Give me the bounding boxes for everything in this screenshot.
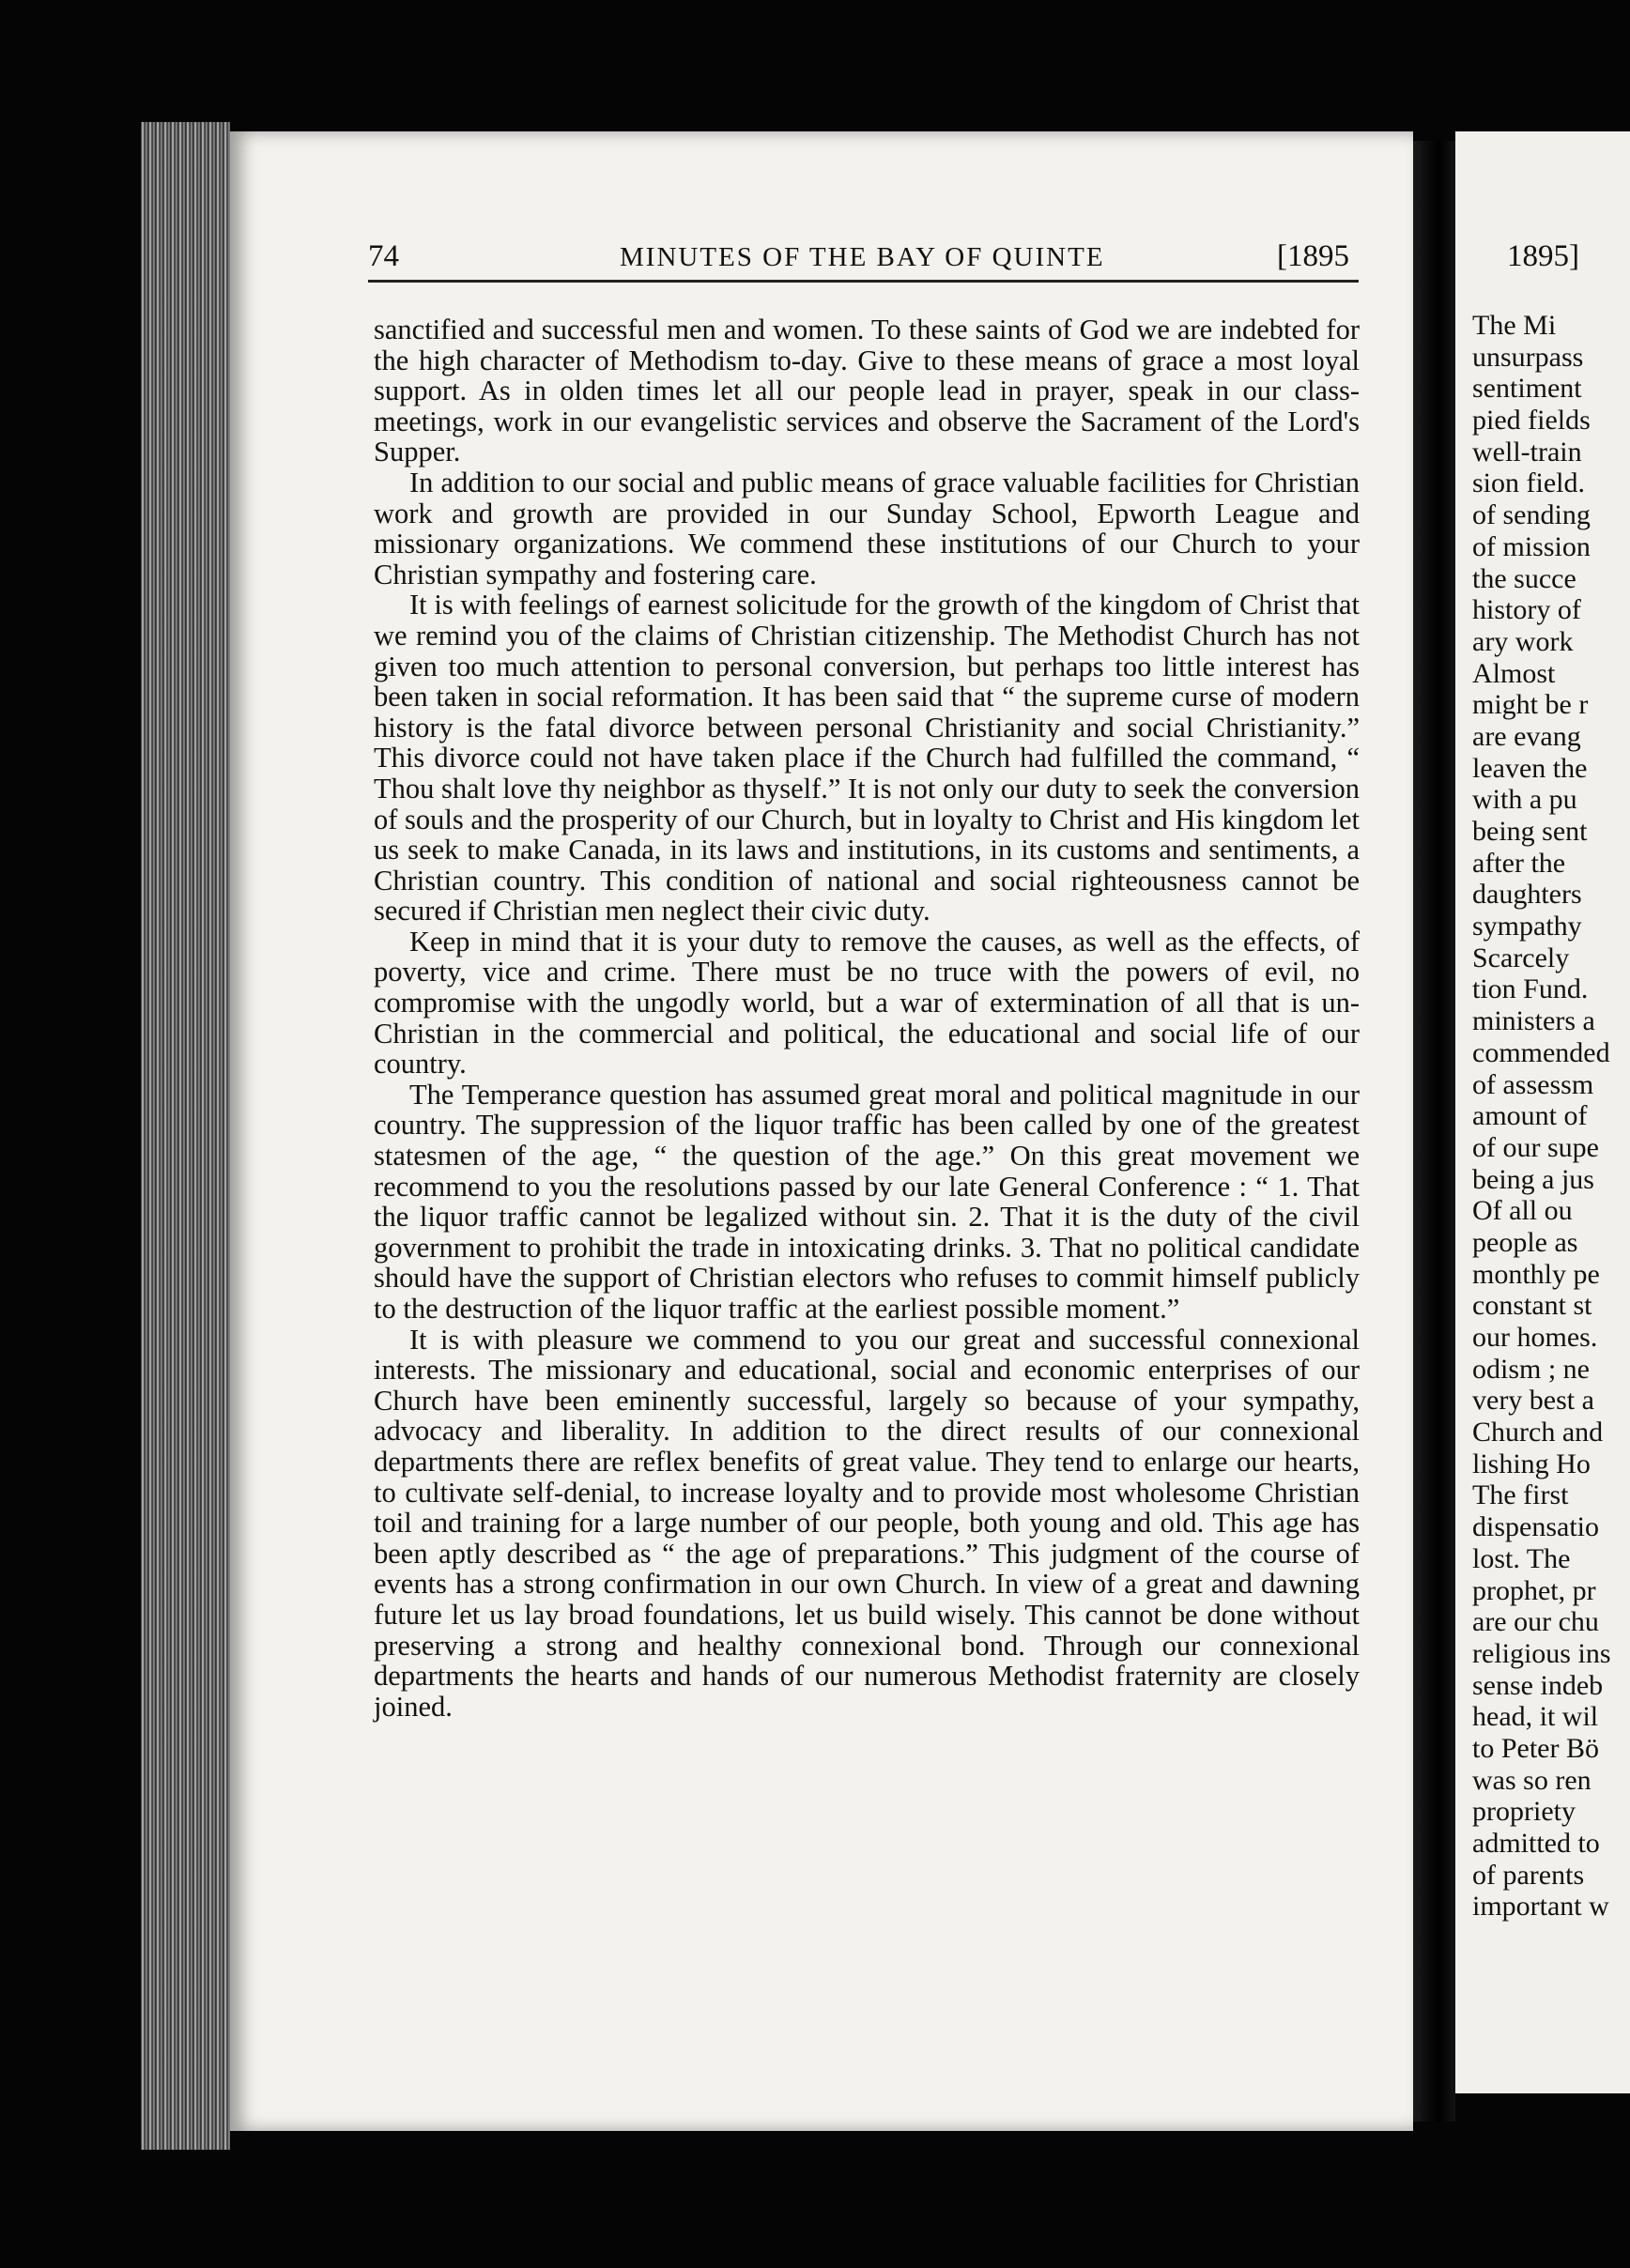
- right-page-line: amount of: [1472, 1100, 1588, 1132]
- right-page-line: sion field.: [1472, 467, 1585, 499]
- right-page-line: religious ins: [1472, 1637, 1611, 1669]
- right-page-line: constant st: [1472, 1290, 1592, 1322]
- right-page-line: was so ren: [1472, 1764, 1592, 1796]
- right-page-line: Church and: [1472, 1417, 1604, 1448]
- right-page-line: The Mi: [1472, 310, 1557, 341]
- paragraph: In addition to our social and public means of grace valuable facilities for Christian work and growth are provided in our Sunday School, Epworth League and missionary organizations. We commend these institutions of our Church to your Christian sympathy and fostering care.: [374, 466, 1360, 590]
- right-page-line: with a pu: [1472, 784, 1577, 816]
- right-page-line: head, it wil: [1472, 1701, 1599, 1733]
- right-page-line: of mission: [1472, 530, 1591, 562]
- right-page-line: are our chu: [1472, 1606, 1599, 1638]
- right-page-line: being sent: [1472, 816, 1588, 847]
- running-head: MINUTES OF THE BAY OF QUINTE: [620, 242, 1105, 272]
- right-page-line: of sending: [1472, 499, 1591, 531]
- right-page-line: dispensatio: [1472, 1511, 1599, 1543]
- right-page-line: lishing Ho: [1472, 1448, 1591, 1479]
- right-page-line: people as: [1472, 1226, 1578, 1258]
- right-page-line: daughters: [1472, 879, 1582, 911]
- header-rule: [368, 280, 1359, 283]
- paragraph: The Temperance question has assumed great moral and political magnitude in our country. The suppression of the liquor traffic has been called by one of the greatest statesmen of the age, “ the question of the age.” On this great movement we recommend to you the resolutions passed by our late General Conference : “ 1. That the liquor traffic cannot be legalized without sin. 2. That it is the duty of the civil government to prohibit the trade in intoxicating drinks. 3. That no political candidate should have the support of Christian electors who refuses to commit himself publicly to the destruction of the liquor traffic at the earliest possible moment.”: [374, 1078, 1360, 1325]
- right-page-line: monthly pe: [1472, 1258, 1600, 1290]
- running-head-year: [1895: [1277, 239, 1349, 273]
- book-gutter: [1413, 141, 1455, 2122]
- right-page-line: prophet, pr: [1472, 1574, 1596, 1606]
- right-page-line: Almost: [1472, 657, 1556, 689]
- right-page-line: Of all ou: [1472, 1195, 1573, 1227]
- right-page-line: ministers a: [1472, 1005, 1595, 1037]
- right-page-line: Scarcely: [1472, 942, 1570, 973]
- right-page-line: sentiment: [1472, 373, 1582, 405]
- right-page-line: sense indeb: [1472, 1669, 1604, 1701]
- right-page-text: [1472, 310, 1630, 1923]
- right-page-line: our homes.: [1472, 1322, 1598, 1353]
- right-page-line: of our supe: [1472, 1131, 1599, 1163]
- right-page-line: might be r: [1472, 689, 1589, 721]
- right-page-line: of parents: [1472, 1859, 1585, 1891]
- right-page-line: very best a: [1472, 1385, 1594, 1417]
- right-page-line: are evang: [1472, 720, 1581, 752]
- right-page-line: history of: [1472, 594, 1581, 626]
- right-page-line: well-train: [1472, 436, 1582, 467]
- right-page-line: after the: [1472, 847, 1566, 879]
- right-page-line: leaven the: [1472, 752, 1588, 784]
- paragraph: Keep in mind that it is your duty to remove the causes, as well as the effects, of poverty, vice and crime. There must be no truce with the powers of evil, no compromise with the ungodly world, but a war of extermination of all that is un-Christian in the commercial and political, the educational and social life of our country.: [374, 925, 1360, 1080]
- right-page-line: lost. The: [1472, 1542, 1571, 1574]
- right-page-line: unsurpass: [1472, 341, 1584, 373]
- right-page-line: the succe: [1472, 562, 1576, 594]
- right-page-line: odism ; ne: [1472, 1353, 1590, 1385]
- right-page-line: propriety: [1472, 1796, 1576, 1828]
- right-page-line: The first: [1472, 1479, 1569, 1511]
- right-page-line: pied fields: [1472, 405, 1591, 437]
- right-page-line: to Peter Bö: [1472, 1732, 1599, 1764]
- right-page-line: important w: [1472, 1891, 1609, 1923]
- page-number: 74: [368, 239, 399, 273]
- body-text: [374, 314, 1360, 1722]
- book-page-edges: [141, 122, 230, 2150]
- right-page-line: commended: [1472, 1036, 1610, 1068]
- paragraph: It is with pleasure we commend to you our great and successful connexional interests. The missionary and educational, social and economic enterprises of our Church have been eminently successful, largely so because of your sympathy, advocacy and liberality. In addition to the direct results of our connexional departments there are reflex benefits of great value. They tend to enlarge our hearts, to cultivate self-denial, to increase loyalty and to provide most wholesome Christian toil and training for a large number of our people, both young and old. This age has been aptly described as “ the age of preparations.” This judgment of the course of events has a strong confirmation in our own Church. In view of a great and dawning future let us lay broad foundations, let us build wisely. This cannot be done without preserving a strong and healthy connexional bond. Through our connexional departments the hearts and hands of our numerous Methodist fraternity are closely joined.: [374, 1323, 1360, 1723]
- right-page-year: 1895]: [1507, 239, 1579, 273]
- right-page: [1455, 131, 1630, 2093]
- right-page-line: sympathy: [1472, 911, 1582, 942]
- right-page-line: ary work: [1472, 625, 1574, 657]
- right-page-line: tion Fund.: [1472, 973, 1589, 1005]
- right-page-line: admitted to: [1472, 1828, 1600, 1859]
- paragraph: It is with feelings of earnest solicitude for the growth of the kingdom of Christ that we remind you of the claims of Christian citizenship. The Methodist Church has not given too much attention to personal conversion, but perhaps too little interest has been taken in social reformation. It has been said that “ the supreme curse of modern history is the fatal divorce between personal Christianity and social Christianity.” This divorce could not have taken place if the Church had fulfilled the command, “ Thou shalt love thy neighbor as thyself.” It is not only our duty to seek the conversion of souls and the prosperity of our Church, but in loyalty to Christ and His kingdom let us seek to make Canada, in its laws and institutions, in its customs and sentiments, a Christian country. This condition of national and social righteousness cannot be secured if Christian men neglect their civic duty.: [374, 589, 1360, 927]
- right-page-line: being a jus: [1472, 1163, 1594, 1195]
- right-page-line: of assessm: [1472, 1068, 1594, 1100]
- paragraph: sanctified and successful men and women. To these saints of God we are indebted for the high character of Methodism to-day. Give to these means of grace a most loyal support. As in olden times let all our people lead in prayer, speak in our class-meetings, work in our evangelistic services and observe the Sacrament of the Lord's Supper.: [374, 314, 1360, 468]
